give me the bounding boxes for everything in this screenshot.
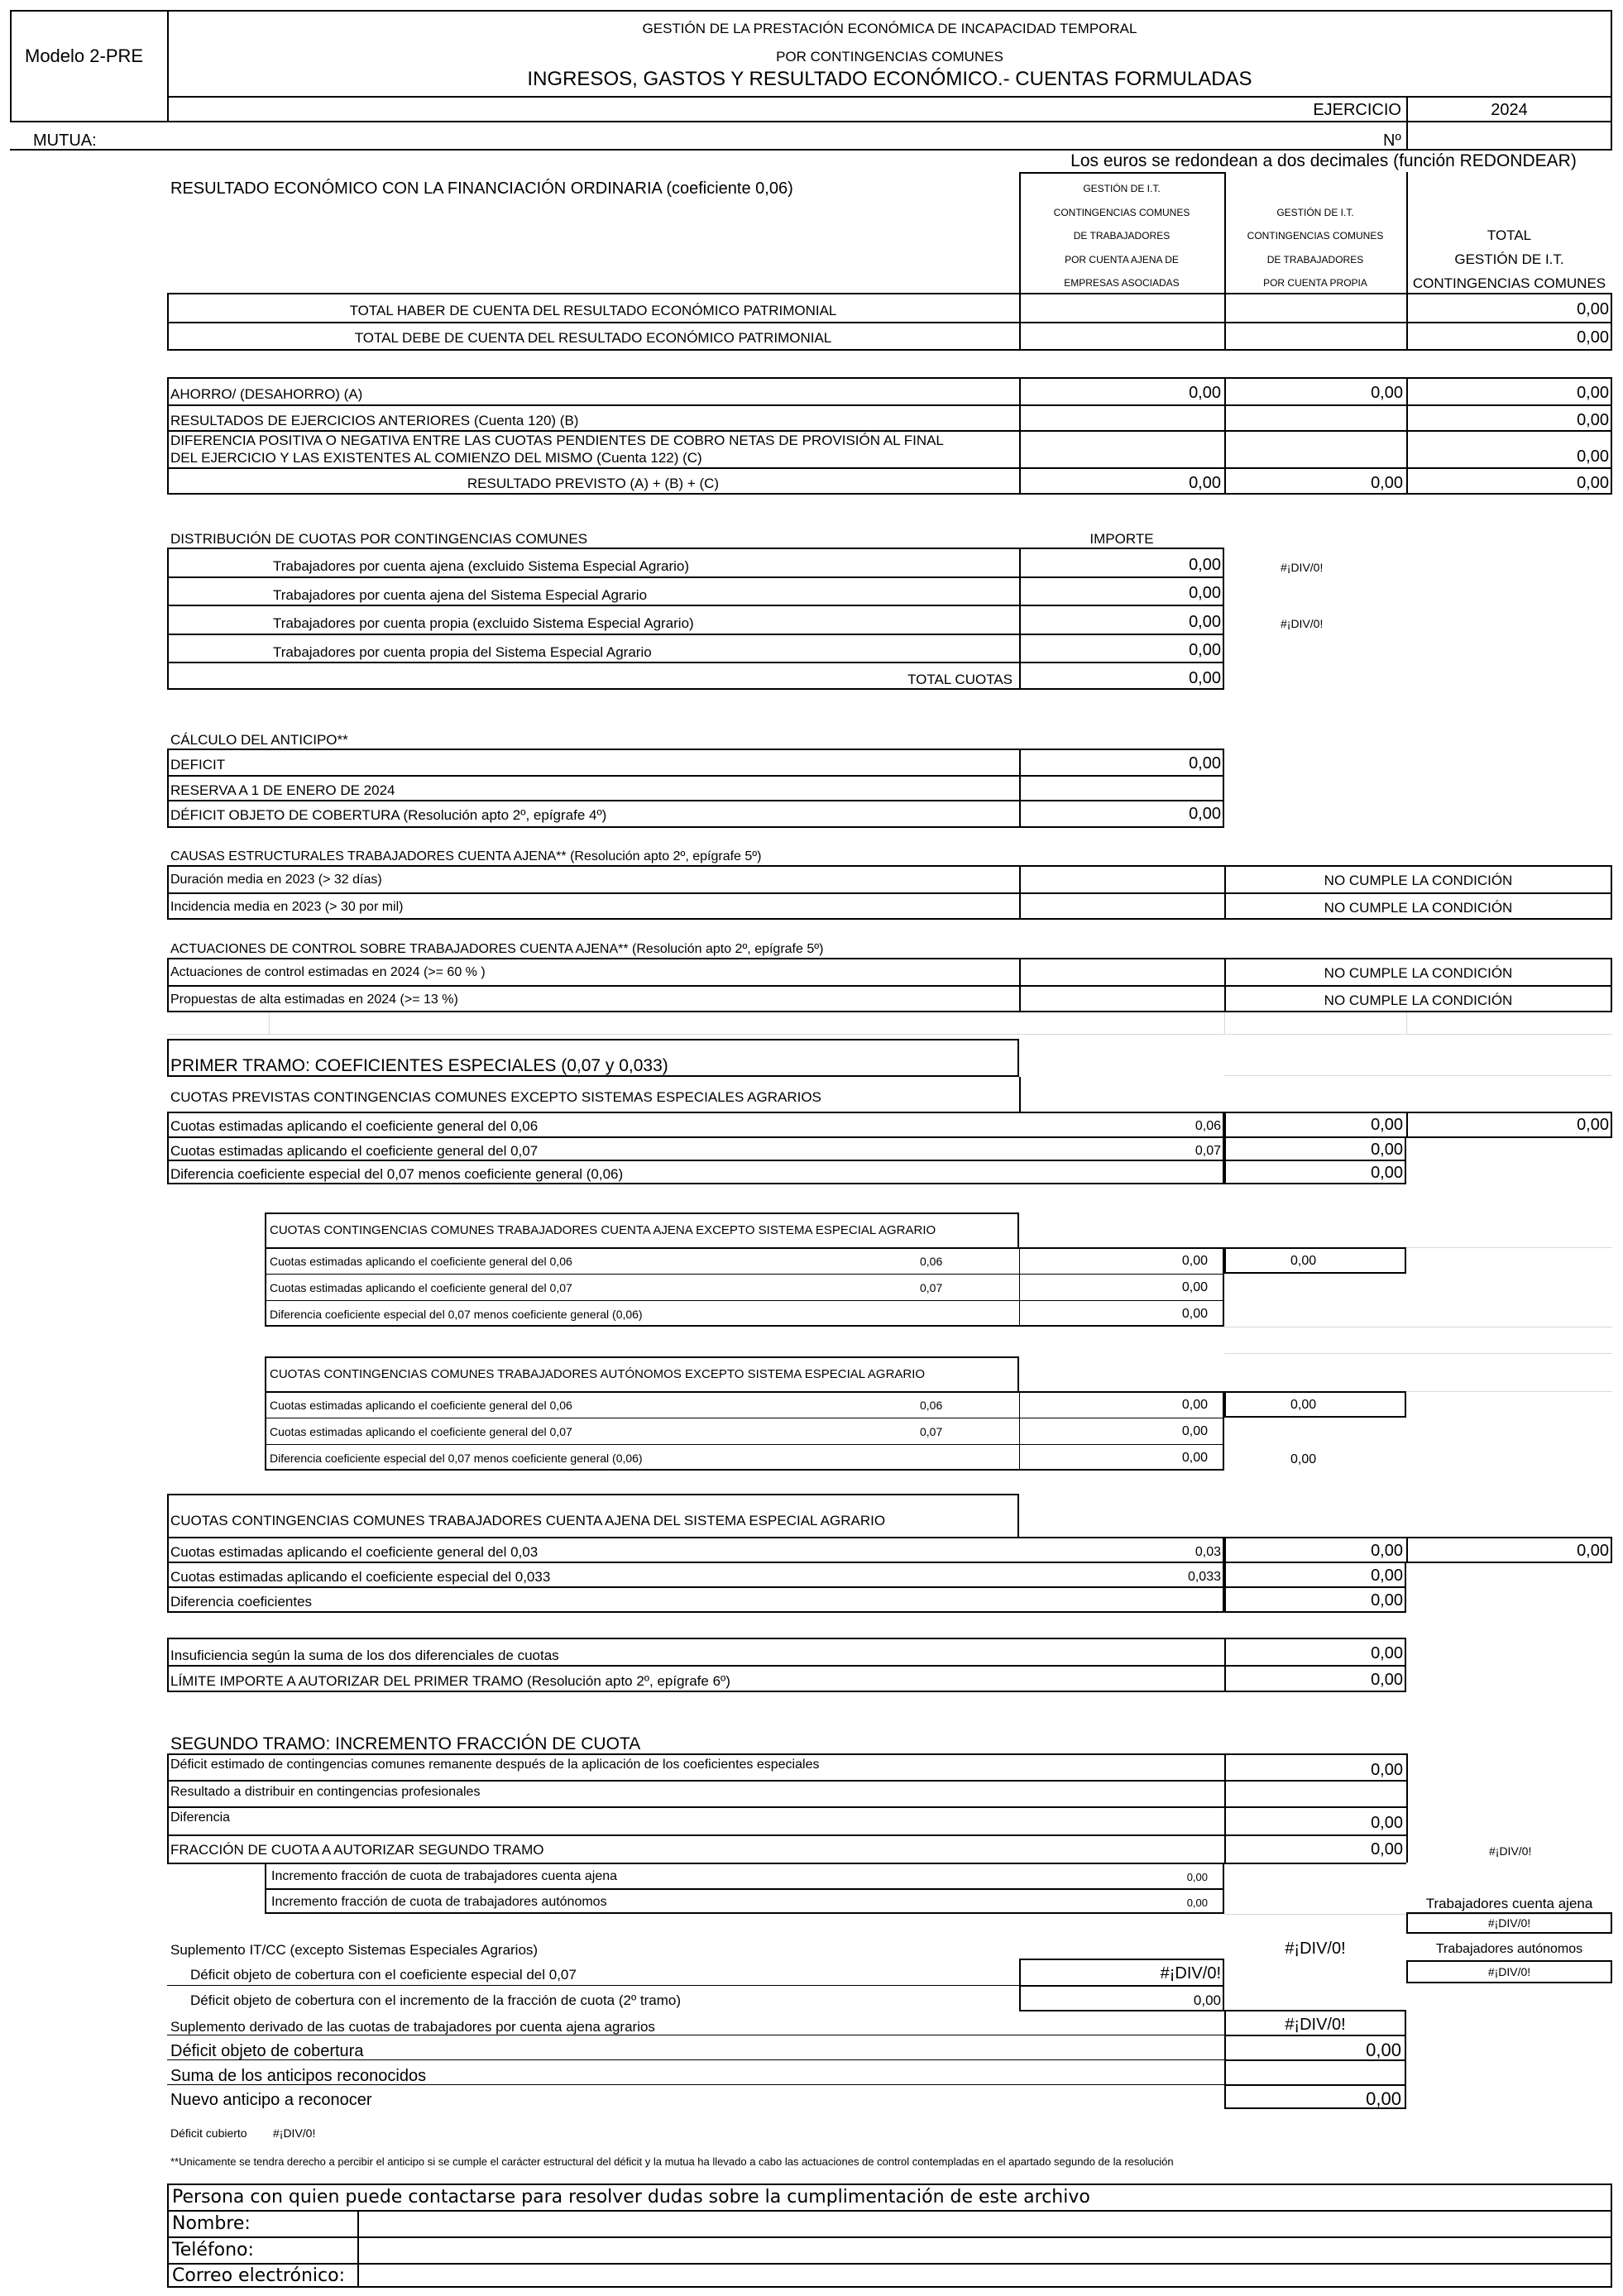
agr-r3-label: Diferencia coeficientes: [170, 1594, 313, 1610]
st-fraccion-label: FRACCIÓN DE CUOTA A AUTORIZAR SEGUNDO TRAMO: [170, 1842, 544, 1858]
pt-r1-label: Cuotas estimadas aplicando el coeficiente general del 0,06: [170, 1118, 539, 1134]
col1-h0: GESTIÓN DE I.T.: [1083, 183, 1161, 194]
num-label: Nº: [1383, 132, 1401, 150]
pt-r2-value[interactable]: 0,00: [1371, 1141, 1403, 1159]
contact-telefono-label: Teléfono:: [172, 2240, 254, 2260]
hd-v2: [1224, 293, 1226, 351]
sup-nuevo-value[interactable]: 0,00: [1366, 2088, 1401, 2109]
dist-row-2-value[interactable]: 0,00: [1189, 613, 1221, 631]
ajena-r2-coef: 0,07: [920, 1281, 943, 1294]
pt-col2-sep: [1224, 1160, 1406, 1161]
debe-label: TOTAL DEBE DE CUENTA DEL RESULTADO ECONÓMICO PATRIMONIAL: [354, 330, 832, 346]
agr-r1-label: Cuotas estimadas aplicando el coeficiente general del 0,03: [170, 1544, 539, 1560]
actuaciones-title: ACTUACIONES DE CONTROL SOBRE TRABAJADORES CUENTA AJENA** (Resolución apto 2º, epígrafe 5º): [170, 942, 824, 956]
sup-def-line: [167, 1985, 1019, 1986]
agr-sep1: [167, 1562, 1224, 1563]
act-row-0-status: NO CUMPLE LA CONDICIÓN: [1324, 965, 1513, 981]
grid-v: [1406, 1012, 1407, 1034]
dist-row-2-label: Trabajadores por cuenta propia (excluido Sistema Especial Agrario): [273, 615, 694, 631]
pt-r2-coef: 0,07: [1195, 1144, 1221, 1158]
pt-r1-coef: 0,06: [1195, 1119, 1221, 1133]
sup-nuevo-label: Nuevo anticipo a reconocer: [170, 2091, 372, 2109]
col1-h3: POR CUENTA AJENA DE: [1065, 254, 1179, 265]
dist-row-1-value[interactable]: 0,00: [1189, 584, 1221, 602]
auto-r1-label: Cuotas estimadas aplicando el coeficiente general del 0,06: [270, 1399, 572, 1412]
anteriores-label: RESULTADOS DE EJERCICIOS ANTERIORES (Cuenta 120) (B): [170, 413, 579, 428]
auto-r2-value[interactable]: 0,00: [1181, 1424, 1208, 1438]
st-fraccion-value[interactable]: 0,00: [1371, 1840, 1403, 1858]
st-sep2: [167, 1806, 1406, 1808]
diferencia-label-1: DIFERENCIA POSITIVA O NEGATIVA ENTRE LAS CUOTAS PENDIENTES DE COBRO NETAS DE PROVISIÓN AL FINAL: [170, 433, 944, 448]
inc-ajena-label: Incremento fracción de cuota de trabajadores cuenta ajena: [271, 1869, 618, 1883]
ejercicio-value[interactable]: 2024: [1491, 101, 1528, 119]
ajena-r1-label: Cuotas estimadas aplicando el coeficiente general del 0,06: [270, 1255, 572, 1268]
dist-sep4: [167, 662, 1224, 663]
limite-value[interactable]: 0,00: [1371, 1671, 1403, 1689]
grid-line: [1224, 1075, 1612, 1076]
dist-sep1: [167, 576, 1224, 578]
sup-agrarios-label: Suplemento derivado de las cuotas de trabajadores por cuenta ajena agrarios: [170, 2019, 655, 2035]
dist-row-1-label: Trabajadores por cuenta ajena del Sistema Especial Agrario: [273, 587, 648, 603]
dist-row-3-label: Trabajadores por cuenta propia del Sistema Especial Agrario: [273, 644, 652, 660]
ahorro-label: AHORRO/ (DESAHORRO) (A): [170, 386, 363, 402]
act-v1: [1019, 958, 1021, 1012]
agr-r1-value3[interactable]: 0,00: [1577, 1542, 1609, 1560]
pt-r2-label: Cuotas estimadas aplicando el coeficiente general del 0,07: [170, 1143, 539, 1159]
col3-h1: GESTIÓN DE I.T.: [1454, 251, 1564, 267]
resultado-title: RESULTADO ECONÓMICO CON LA FINANCIACIÓN ORDINARIA (coeficiente 0,06): [170, 179, 793, 198]
model-label: Modelo 2-PRE: [25, 45, 144, 66]
pt-r3-value[interactable]: 0,00: [1371, 1164, 1403, 1182]
inc-auto-label: Incremento fracción de cuota de trabajadores autónomos: [271, 1895, 607, 1909]
ajena-r1-coef: 0,06: [920, 1255, 943, 1268]
grid-v: [269, 1012, 270, 1034]
autonomos-title: CUOTAS CONTINGENCIAS COMUNES TRABAJADORES AUTÓNOMOS EXCEPTO SISTEMA ESPECIAL AGRARIO: [270, 1367, 926, 1381]
limite-sep: [167, 1665, 1406, 1667]
ahorro-v3[interactable]: 0,00: [1577, 384, 1609, 402]
cubierto-value: #¡DIV/0!: [273, 2126, 316, 2140]
st-diferencia-label: Diferencia: [170, 1810, 231, 1825]
dist-row-3-value[interactable]: 0,00: [1189, 641, 1221, 659]
header-hline: [167, 96, 1612, 98]
cuotas-previstas-title: CUOTAS PREVISTAS CONTINGENCIAS COMUNES EXCEPTO SISTEMAS ESPECIALES AGRARIOS: [170, 1089, 821, 1105]
col1-h2: DE TRABAJADORES: [1073, 230, 1171, 242]
previsto-label: RESULTADO PREVISTO (A) + (B) + (C): [467, 476, 720, 491]
rounding-note: Los euros se redondean a dos decimales (función REDONDEAR): [1070, 151, 1577, 170]
act-row-0-label: Actuaciones de control estimadas en 2024 (>= 60 % ): [170, 965, 486, 979]
auto-sep2: [265, 1444, 1224, 1445]
causas-row-0-label: Duración media en 2023 (> 32 días): [170, 873, 382, 887]
st-deficit-label: Déficit estimado de contingencias comunes remanente después de la aplicación de los coeficientes especiales: [170, 1758, 820, 1772]
act-row-1-status: NO CUMPLE LA CONDICIÓN: [1324, 993, 1513, 1008]
sup-deficit-obj-value[interactable]: 0,00: [1366, 2040, 1401, 2060]
agr-r2-label: Cuotas estimadas aplicando el coeficiente especial del 0,033: [170, 1569, 551, 1585]
pt-sep1: [167, 1136, 1224, 1138]
deficit-label: DEFICIT: [170, 757, 226, 773]
ahorro-v1[interactable]: 0,00: [1189, 384, 1221, 402]
st-v2: [1406, 1753, 1408, 1863]
sup-agrarios-value[interactable]: #¡DIV/0!: [1285, 2016, 1346, 2034]
auto-r3-value[interactable]: 0,00: [1181, 1451, 1208, 1465]
limite-label: LÍMITE IMPORTE A AUTORIZAR DEL PRIMER TRAMO (Resolución apto 2º, epígrafe 6º): [170, 1673, 730, 1689]
agrario-title: CUOTAS CONTINGENCIAS COMUNES TRABAJADORES CUENTA AJENA DEL SISTEMA ESPECIAL AGRARIO: [170, 1513, 886, 1528]
inc-auto-value[interactable]: 0,00: [1186, 1897, 1208, 1909]
st-resultado-label: Resultado a distribuir en contingencias profesionales: [170, 1785, 481, 1799]
ajena-sep2: [265, 1300, 1224, 1301]
title-line-1: GESTIÓN DE LA PRESTACIÓN ECONÓMICA DE INCAPACIDAD TEMPORAL: [642, 21, 1137, 36]
pt-r1-value3[interactable]: 0,00: [1577, 1116, 1609, 1134]
cobertura-value[interactable]: 0,00: [1189, 805, 1221, 823]
sup-suma-label: Suma de los anticipos reconocidos: [170, 2067, 427, 2085]
grid-line: [1224, 1353, 1612, 1354]
st-sep3: [167, 1834, 1406, 1836]
cubierto-label: Déficit cubierto: [170, 2126, 247, 2140]
act-row-1-label: Propuestas de alta estimadas en 2024 (>= 13 %): [170, 993, 458, 1007]
agr-r1-value[interactable]: 0,00: [1371, 1542, 1403, 1560]
primer-tramo-title: PRIMER TRAMO: COEFICIENTES ESPECIALES (0,07 y 0,033): [170, 1056, 668, 1075]
distribucion-title: DISTRIBUCIÓN DE CUOTAS POR CONTINGENCIAS COMUNES: [170, 531, 588, 547]
contact-nombre-field[interactable]: [359, 2212, 1611, 2235]
cobertura-label: DÉFICIT OBJETO DE COBERTURA (Resolución apto 2º, epígrafe 4º): [170, 807, 607, 823]
col2-h2: DE TRABAJADORES: [1266, 254, 1364, 265]
ahorro-sep3: [167, 467, 1612, 469]
anticipo-sep1: [167, 775, 1224, 777]
anteriores-v3[interactable]: 0,00: [1577, 411, 1609, 429]
auto-r3-label: Diferencia coeficiente especial del 0,07 menos coeficiente general (0,06): [270, 1452, 643, 1465]
dist-row-0-extra: #¡DIV/0!: [1281, 561, 1324, 574]
dist-row-0-value[interactable]: 0,00: [1189, 556, 1221, 574]
ajena-r3-label: Diferencia coeficiente especial del 0,07 menos coeficiente general (0,06): [270, 1308, 643, 1321]
agr-r1-coef: 0,03: [1195, 1545, 1221, 1559]
deficit-value[interactable]: 0,00: [1189, 754, 1221, 773]
contact-title: Persona con quien puede contactarse para resolver dudas sobre la cumplimentación de este archivo: [172, 2187, 1090, 2208]
col2-h0: GESTIÓN DE I.T.: [1276, 207, 1354, 218]
sup-def-sep: [1019, 1985, 1224, 1987]
side-auto-label: Trabajadores autónomos: [1435, 1942, 1583, 1956]
col3-h2: CONTINGENCIAS COMUNES: [1412, 275, 1606, 291]
agr-r2-coef: 0,033: [1187, 1570, 1221, 1584]
st-left: [167, 1753, 169, 1863]
ajena-r3-value[interactable]: 0,00: [1181, 1307, 1208, 1321]
inc-sep: [265, 1888, 1224, 1890]
sup-sep3: [1224, 2084, 1406, 2086]
agr-r3-value[interactable]: 0,00: [1371, 1591, 1403, 1610]
ejercicio-label: EJERCICIO: [1313, 101, 1401, 119]
sup-defin-label: Déficit objeto de cobertura con el incremento de la fracción de cuota (2º tramo): [190, 1992, 682, 2008]
dist-row-2-extra: #¡DIV/0!: [1281, 617, 1324, 630]
hd-v1: [1019, 293, 1021, 351]
diferencia-label-2: DEL EJERCICIO Y LAS EXISTENTES AL COMIENZO DEL MISMO (Cuenta 122) (C): [170, 450, 702, 466]
contact-nombre-label: Nombre:: [172, 2213, 251, 2234]
previsto-v2[interactable]: 0,00: [1371, 474, 1403, 492]
col1-h1: CONTINGENCIAS COMUNES: [1053, 207, 1190, 218]
causas-row-1-status: NO CUMPLE LA CONDICIÓN: [1324, 900, 1513, 916]
causas-title: CAUSAS ESTRUCTURALES TRABAJADORES CUENTA AJENA** (Resolución apto 2º, epígrafe 5º): [170, 849, 762, 863]
col3-h0: TOTAL: [1487, 227, 1532, 243]
ajena-r2-value[interactable]: 0,00: [1181, 1280, 1208, 1294]
auto-r1-coef: 0,06: [920, 1399, 943, 1412]
haber-label: TOTAL HABER DE CUENTA DEL RESULTADO ECONÓMICO PATRIMONIAL: [349, 303, 837, 318]
pt-r1-value[interactable]: 0,00: [1371, 1116, 1403, 1134]
total-cuotas-value[interactable]: 0,00: [1189, 669, 1221, 687]
segundo-tramo-title: SEGUNDO TRAMO: INCREMENTO FRACCIÓN DE CUOTA: [170, 1734, 641, 1753]
dist-sep2: [167, 605, 1224, 606]
total-cuotas-label: TOTAL CUOTAS: [907, 672, 1013, 687]
mutua-number-field[interactable]: [1406, 122, 1612, 151]
reserva-label: RESERVA A 1 DE ENERO DE 2024: [170, 782, 395, 798]
st-diferencia-value[interactable]: 0,00: [1371, 1814, 1403, 1832]
st-deficit-value[interactable]: 0,00: [1371, 1761, 1403, 1779]
inc-ajena-value[interactable]: 0,00: [1186, 1871, 1208, 1883]
agr-col2-sep: [1224, 1586, 1406, 1588]
contact-correo-field[interactable]: [359, 2265, 1611, 2286]
haber-total[interactable]: 0,00: [1577, 300, 1609, 318]
auto-r2-coef: 0,07: [920, 1425, 943, 1438]
side-ajena-label: Trabajadores cuenta ajena: [1425, 1896, 1593, 1911]
st-top: [167, 1753, 1406, 1755]
ahorro-sep2: [167, 430, 1612, 432]
dist-sep3: [167, 634, 1224, 635]
auto-r2-label: Cuotas estimadas aplicando el coeficiente general del 0,07: [270, 1425, 572, 1438]
grid-v: [1224, 1012, 1225, 1034]
actuaciones-sep: [167, 985, 1612, 987]
previsto-v3[interactable]: 0,00: [1577, 474, 1609, 492]
page-title: INGRESOS, GASTOS Y RESULTADO ECONÓMICO.- CUENTAS FORMULADAS: [527, 68, 1252, 90]
pt-title-right: [1019, 1077, 1021, 1113]
mutua-label: MUTUA:: [33, 132, 97, 150]
diferencia-v3[interactable]: 0,00: [1577, 447, 1609, 466]
causas-row-0-status: NO CUMPLE LA CONDICIÓN: [1324, 873, 1513, 888]
haber-debe-sep: [167, 322, 1612, 323]
footnote: **Unicamente se tendra derecho a percibir el anticipo si se cumple el carácter estructural del déficit y la mutua ha llevado a cabo las actuaciones de control contempladas en el apartado segundo de la resolución: [170, 2155, 1174, 2168]
title-line-2: POR CONTINGENCIAS COMUNES: [776, 49, 1003, 65]
auto-r1-value2[interactable]: 0,00: [1290, 1398, 1317, 1412]
ajena-r1-value[interactable]: 0,00: [1181, 1254, 1208, 1268]
sup-itcc-label: Suplemento IT/CC (excepto Sistemas Especiales Agrarios): [170, 1942, 539, 1958]
causas-sep: [167, 892, 1612, 894]
side-auto-value: #¡DIV/0!: [1487, 1965, 1531, 1978]
auto-r1-value[interactable]: 0,00: [1181, 1398, 1208, 1412]
agr-r2-value[interactable]: 0,00: [1371, 1567, 1403, 1585]
ajena-r1-value2[interactable]: 0,00: [1290, 1254, 1317, 1268]
col1-h4: EMPRESAS ASOCIADAS: [1064, 277, 1180, 289]
sup-defin-value[interactable]: 0,00: [1193, 1992, 1221, 2008]
pt-sep2: [167, 1160, 1224, 1161]
col2-h3: POR CUENTA PROPIA: [1263, 277, 1367, 289]
previsto-v1[interactable]: 0,00: [1189, 474, 1221, 492]
st-fraccion-extra: #¡DIV/0!: [1489, 1844, 1532, 1858]
st-sep1: [167, 1780, 1406, 1782]
pt-r3-label: Diferencia coeficiente especial del 0,07 menos coeficiente general (0,06): [170, 1166, 624, 1182]
col2-h1: CONTINGENCIAS COMUNES: [1247, 230, 1384, 242]
ajena-title: CUOTAS CONTINGENCIAS COMUNES TRABAJADORES CUENTA AJENA EXCEPTO SISTEMA ESPECIAL AGRARIO: [270, 1223, 936, 1237]
anticipo-title: CÁLCULO DEL ANTICIPO**: [170, 732, 348, 748]
contact-telefono-field[interactable]: [359, 2238, 1611, 2261]
agr-sep2: [167, 1586, 1224, 1588]
ajena-r2-label: Cuotas estimadas aplicando el coeficiente general del 0,07: [270, 1281, 572, 1294]
ajena-sep1: [265, 1274, 1224, 1275]
grid-line: [167, 1034, 1612, 1035]
side-ajena-value: #¡DIV/0!: [1487, 1916, 1531, 1930]
dist-row-0-label: Trabajadores por cuenta ajena (excluido Sistema Especial Agrario): [273, 558, 690, 574]
mutua-line: [10, 149, 1612, 151]
sup-sep1: [1224, 2035, 1406, 2036]
contact-correo-label: Correo electrónico:: [172, 2265, 345, 2286]
col-header-top: [1019, 172, 1224, 174]
sup-def07-value[interactable]: #¡DIV/0!: [1160, 1964, 1221, 1983]
causas-row-1-label: Incidencia media en 2023 (> 30 por mil): [170, 900, 404, 914]
debe-total[interactable]: 0,00: [1577, 328, 1609, 347]
ahorro-v2[interactable]: 0,00: [1371, 384, 1403, 402]
ahorro-sep1: [167, 404, 1612, 406]
insuficiencia-label: Insuficiencia según la suma de los dos diferenciales de cuotas: [170, 1648, 559, 1663]
sup-def07-label: Déficit objeto de cobertura con el coeficiente especial del 0,07: [190, 1967, 577, 1983]
anticipo-sep2: [167, 800, 1224, 801]
importe-label: IMPORTE: [1089, 531, 1154, 547]
causas-v1: [1019, 865, 1021, 920]
sup-deficit-obj-label: Déficit objeto de cobertura: [170, 2042, 364, 2060]
sup-itcc-value[interactable]: #¡DIV/0!: [1285, 1940, 1346, 1958]
auto-r3-value2[interactable]: 0,00: [1290, 1452, 1317, 1466]
insuficiencia-value[interactable]: 0,00: [1371, 1644, 1403, 1662]
